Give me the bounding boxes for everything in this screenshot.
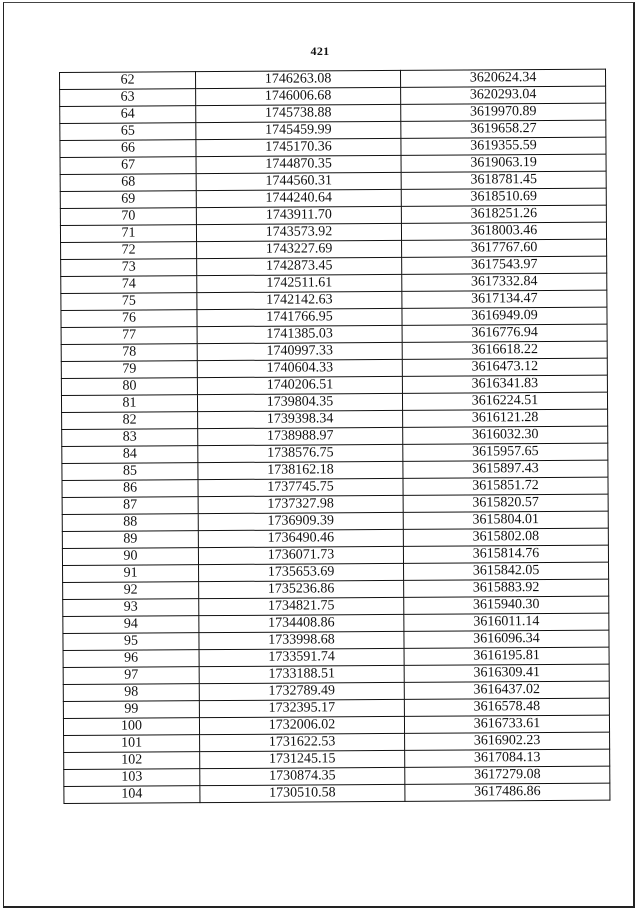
- point-number-cell: 67: [60, 157, 196, 175]
- y-coordinate-cell: 3615842.05: [404, 562, 609, 580]
- x-coordinate-cell: 1745170.36: [196, 138, 401, 156]
- point-number-cell: 102: [64, 752, 200, 770]
- x-coordinate-cell: 1746006.68: [196, 87, 401, 105]
- x-coordinate-cell: 1746263.08: [196, 70, 401, 88]
- x-coordinate-cell: 1740997.33: [197, 342, 402, 360]
- x-coordinate-cell: 1742142.63: [197, 291, 402, 309]
- table-row: [64, 783, 610, 803]
- x-coordinate-cell: 1736071.73: [198, 546, 403, 564]
- y-coordinate-cell: 3620293.04: [401, 86, 606, 104]
- y-coordinate-cell: 3617279.08: [405, 766, 610, 784]
- coordinate-table-body: [60, 69, 610, 803]
- x-coordinate-cell: 1738576.75: [198, 444, 403, 462]
- x-coordinate-cell: 1740206.51: [197, 376, 402, 394]
- y-coordinate-cell: 3619063.19: [401, 154, 606, 172]
- y-coordinate-cell: 3615957.65: [403, 443, 608, 461]
- point-number-cell: 66: [60, 140, 196, 158]
- point-number-cell: 95: [63, 633, 199, 651]
- point-number-cell: 80: [61, 378, 197, 396]
- point-number-cell: 64: [60, 106, 196, 124]
- point-number-cell: 71: [60, 225, 196, 243]
- y-coordinate-cell: 3617084.13: [405, 749, 610, 767]
- y-coordinate-cell: 3616121.28: [403, 409, 608, 427]
- y-coordinate-cell: 3616195.81: [404, 647, 609, 665]
- x-coordinate-cell: 1740604.33: [197, 359, 402, 377]
- y-coordinate-cell: 3616733.61: [404, 715, 609, 733]
- y-coordinate-cell: 3618003.46: [401, 222, 606, 240]
- point-number-cell: 76: [61, 310, 197, 328]
- y-coordinate-cell: 3619658.27: [401, 120, 606, 138]
- point-number-cell: 100: [63, 718, 199, 736]
- point-number-cell: 70: [60, 208, 196, 226]
- y-coordinate-cell: 3618251.26: [401, 205, 606, 223]
- point-number-cell: 65: [60, 123, 196, 141]
- point-number-cell: 79: [61, 361, 197, 379]
- y-coordinate-cell: 3615802.08: [403, 528, 608, 546]
- point-number-cell: 89: [62, 531, 198, 549]
- x-coordinate-cell: 1734408.86: [199, 614, 404, 632]
- y-coordinate-cell: 3616341.83: [402, 375, 607, 393]
- point-number-cell: 98: [63, 684, 199, 702]
- y-coordinate-cell: 3615814.76: [403, 545, 608, 563]
- y-coordinate-cell: 3615940.30: [404, 596, 609, 614]
- x-coordinate-cell: 1732395.17: [199, 699, 404, 717]
- x-coordinate-cell: 1733188.51: [199, 665, 404, 683]
- x-coordinate-cell: 1741766.95: [197, 308, 402, 326]
- y-coordinate-cell: 3616224.51: [402, 392, 607, 410]
- y-coordinate-cell: 3617543.97: [402, 256, 607, 274]
- x-coordinate-cell: 1744240.64: [196, 189, 401, 207]
- y-coordinate-cell: 3617134.47: [402, 290, 607, 308]
- point-number-cell: 87: [62, 497, 198, 515]
- x-coordinate-cell: 1733998.68: [199, 631, 404, 649]
- y-coordinate-cell: 3616776.94: [402, 324, 607, 342]
- x-coordinate-cell: 1731245.15: [200, 750, 405, 768]
- point-number-cell: 77: [61, 327, 197, 345]
- x-coordinate-cell: 1735653.69: [199, 563, 404, 581]
- y-coordinate-cell: 3620624.34: [400, 69, 605, 87]
- x-coordinate-cell: 1738988.97: [198, 427, 403, 445]
- point-number-cell: 84: [62, 446, 198, 464]
- y-coordinate-cell: 3618510.69: [401, 188, 606, 206]
- coordinate-table: [59, 69, 610, 804]
- y-coordinate-cell: 3615820.57: [403, 494, 608, 512]
- x-coordinate-cell: 1743227.69: [197, 240, 402, 258]
- page-number: 421: [310, 44, 330, 58]
- y-coordinate-cell: 3616309.41: [404, 664, 609, 682]
- point-number-cell: 97: [63, 667, 199, 685]
- y-coordinate-cell: 3615851.72: [403, 477, 608, 495]
- y-coordinate-cell: 3616096.34: [404, 630, 609, 648]
- point-number-cell: 94: [63, 616, 199, 634]
- x-coordinate-cell: 1736490.46: [198, 529, 403, 547]
- point-number-cell: 73: [61, 259, 197, 277]
- y-coordinate-cell: 3619355.59: [401, 137, 606, 155]
- x-coordinate-cell: 1732006.02: [199, 716, 404, 734]
- y-coordinate-cell: 3616473.12: [402, 358, 607, 376]
- x-coordinate-cell: 1734821.75: [199, 597, 404, 615]
- point-number-cell: 78: [61, 344, 197, 362]
- y-coordinate-cell: 3616578.48: [404, 698, 609, 716]
- x-coordinate-cell: 1732789.49: [199, 682, 404, 700]
- x-coordinate-cell: 1733591.74: [199, 648, 404, 666]
- y-coordinate-cell: 3617767.60: [402, 239, 607, 257]
- point-number-cell: 72: [61, 242, 197, 260]
- x-coordinate-cell: 1745738.88: [196, 104, 401, 122]
- x-coordinate-cell: 1745459.99: [196, 121, 401, 139]
- y-coordinate-cell: 3616032.30: [403, 426, 608, 444]
- y-coordinate-cell: 3616902.23: [405, 732, 610, 750]
- y-coordinate-cell: 3619970.89: [401, 103, 606, 121]
- x-coordinate-cell: 1742873.45: [197, 257, 402, 275]
- x-coordinate-cell: 1744870.35: [196, 155, 401, 173]
- point-number-cell: 63: [60, 89, 196, 107]
- point-number-cell: 88: [62, 514, 198, 532]
- x-coordinate-cell: 1739804.35: [197, 393, 402, 411]
- y-coordinate-cell: 3615804.01: [403, 511, 608, 529]
- point-number-cell: 99: [63, 701, 199, 719]
- x-coordinate-cell: 1731622.53: [200, 733, 405, 751]
- point-number-cell: 90: [62, 548, 198, 566]
- y-coordinate-cell: 3615883.92: [404, 579, 609, 597]
- point-number-cell: 68: [60, 174, 196, 192]
- y-coordinate-cell: 3616618.22: [402, 341, 607, 359]
- x-coordinate-cell: 1735236.86: [199, 580, 404, 598]
- y-coordinate-cell: 3618781.45: [401, 171, 606, 189]
- x-coordinate-cell: 1741385.03: [197, 325, 402, 343]
- x-coordinate-cell: 1744560.31: [196, 172, 401, 190]
- point-number-cell: 62: [60, 72, 196, 90]
- point-number-cell: 91: [63, 565, 199, 583]
- y-coordinate-cell: 3616949.09: [402, 307, 607, 325]
- point-number-cell: 74: [61, 276, 197, 294]
- point-number-cell: 81: [61, 395, 197, 413]
- point-number-cell: 104: [64, 786, 200, 804]
- x-coordinate-cell: 1739398.34: [198, 410, 403, 428]
- point-number-cell: 86: [62, 480, 198, 498]
- point-number-cell: 101: [64, 735, 200, 753]
- point-number-cell: 75: [61, 293, 197, 311]
- y-coordinate-cell: 3615897.43: [403, 460, 608, 478]
- x-coordinate-cell: 1742511.61: [197, 274, 402, 292]
- y-coordinate-cell: 3617486.86: [405, 783, 610, 801]
- point-number-cell: 93: [63, 599, 199, 617]
- point-number-cell: 69: [60, 191, 196, 209]
- y-coordinate-cell: 3616437.02: [404, 681, 609, 699]
- x-coordinate-cell: 1730510.58: [200, 784, 405, 802]
- point-number-cell: 83: [62, 429, 198, 447]
- x-coordinate-cell: 1743911.70: [196, 206, 401, 224]
- point-number-cell: 92: [63, 582, 199, 600]
- point-number-cell: 85: [62, 463, 198, 481]
- x-coordinate-cell: 1730874.35: [200, 767, 405, 785]
- point-number-cell: 103: [64, 769, 200, 787]
- x-coordinate-cell: 1737745.75: [198, 478, 403, 496]
- point-number-cell: 82: [62, 412, 198, 430]
- x-coordinate-cell: 1737327.98: [198, 495, 403, 513]
- x-coordinate-cell: 1738162.18: [198, 461, 403, 479]
- x-coordinate-cell: 1736909.39: [198, 512, 403, 530]
- y-coordinate-cell: 3617332.84: [402, 273, 607, 291]
- y-coordinate-cell: 3616011.14: [404, 613, 609, 631]
- x-coordinate-cell: 1743573.92: [196, 223, 401, 241]
- point-number-cell: 96: [63, 650, 199, 668]
